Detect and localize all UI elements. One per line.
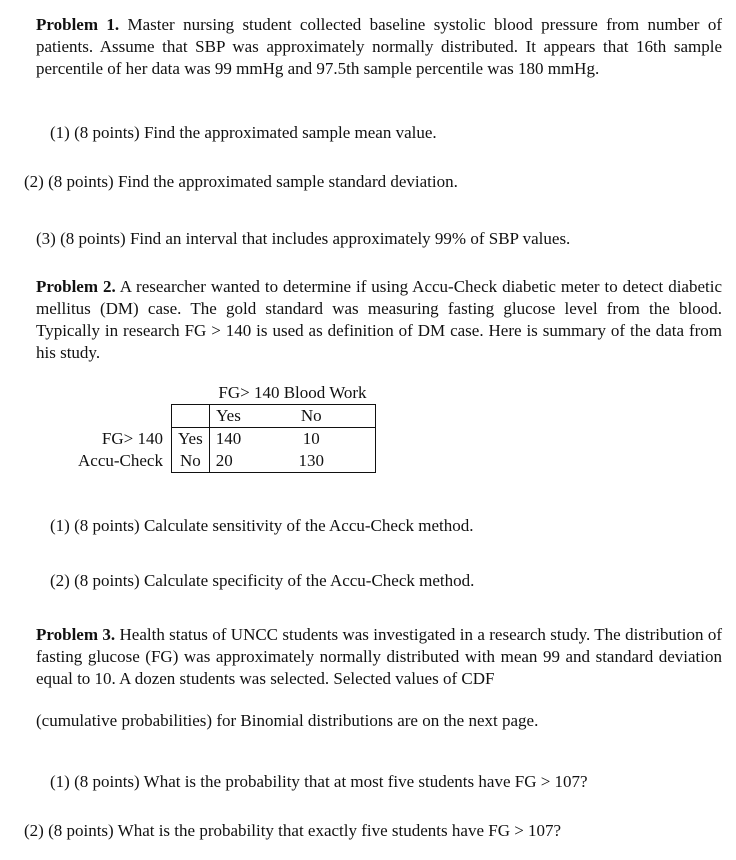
table-row-group-label-line2: Accu-Check xyxy=(78,451,163,471)
table-cell: 130 xyxy=(247,450,376,473)
problem-2-paragraph xyxy=(36,276,722,364)
problem-2-text: A researcher wanted to determine if using Accu-Check diabetic meter to detect diabetic mellitus (DM) case. The gold standard was measuring fasting glucose level from the blood. Typically in research FG > 140 is used as definition of DM case. Here is summary of the data from his study. xyxy=(36,277,723,362)
problem-3-item-1: (1) (8 points) What is the probability that at most five students have FG > 107? xyxy=(50,772,588,791)
problem-3-item-2: (2) (8 points) What is the probability that exactly five students have FG > 107? xyxy=(24,821,562,840)
problem-3-paragraph xyxy=(36,624,722,690)
problem-3-heading: Problem 3. xyxy=(36,625,116,644)
table-row-group-label-line1: FG> 140 xyxy=(101,428,163,448)
problem-1-text: Master nursing student collected baseline systolic blood pressure from number of patients. Assume that SBP was approximately normally distributed. It appears that 16th sample percentile of her data was 99 mmHg and 97.5th sample percentile was 180 mmHg. xyxy=(36,15,722,78)
problem-2-item-1: (1) (8 points) Calculate sensitivity of the Accu-Check method. xyxy=(50,516,474,535)
problem-2-item-2: (2) (8 points) Calculate specificity of the Accu-Check method. xyxy=(50,571,475,590)
problem-1-item-2: (2) (8 points) Find the approximated sample standard deviation. xyxy=(24,172,458,191)
problem-2-heading: Problem 2. xyxy=(36,277,116,296)
problem-3-text-continued: (cumulative probabilities) for Binomial distributions are on the next page. xyxy=(36,711,539,730)
table-cell: 140 xyxy=(209,428,247,451)
table-col-header-yes: Yes xyxy=(209,405,247,428)
table-row-label-yes: Yes xyxy=(171,428,209,451)
table-row-label-no: No xyxy=(171,450,209,473)
table-column-group-label: FG> 140 Blood Work xyxy=(218,383,367,402)
problem-1-paragraph xyxy=(36,14,722,80)
contingency-table xyxy=(72,382,376,473)
table-cell: 10 xyxy=(247,428,376,451)
table-col-header-no: No xyxy=(247,405,376,428)
problem-3-text: Health status of UNCC students was investigated in a research study. The distribution of fasting glucose (FG) was approximately normally distributed with mean 99 and standard deviation equal to 10. A dozen students was selected. Selected values of CDF xyxy=(36,625,722,688)
problem-1-item-1: (1) (8 points) Find the approximated sample mean value. xyxy=(50,123,437,142)
problem-1-heading: Problem 1. xyxy=(36,15,120,34)
table-cell: 20 xyxy=(209,450,247,473)
problem-1-item-3: (3) (8 points) Find an interval that includes approximately 99% of SBP values. xyxy=(36,229,571,248)
